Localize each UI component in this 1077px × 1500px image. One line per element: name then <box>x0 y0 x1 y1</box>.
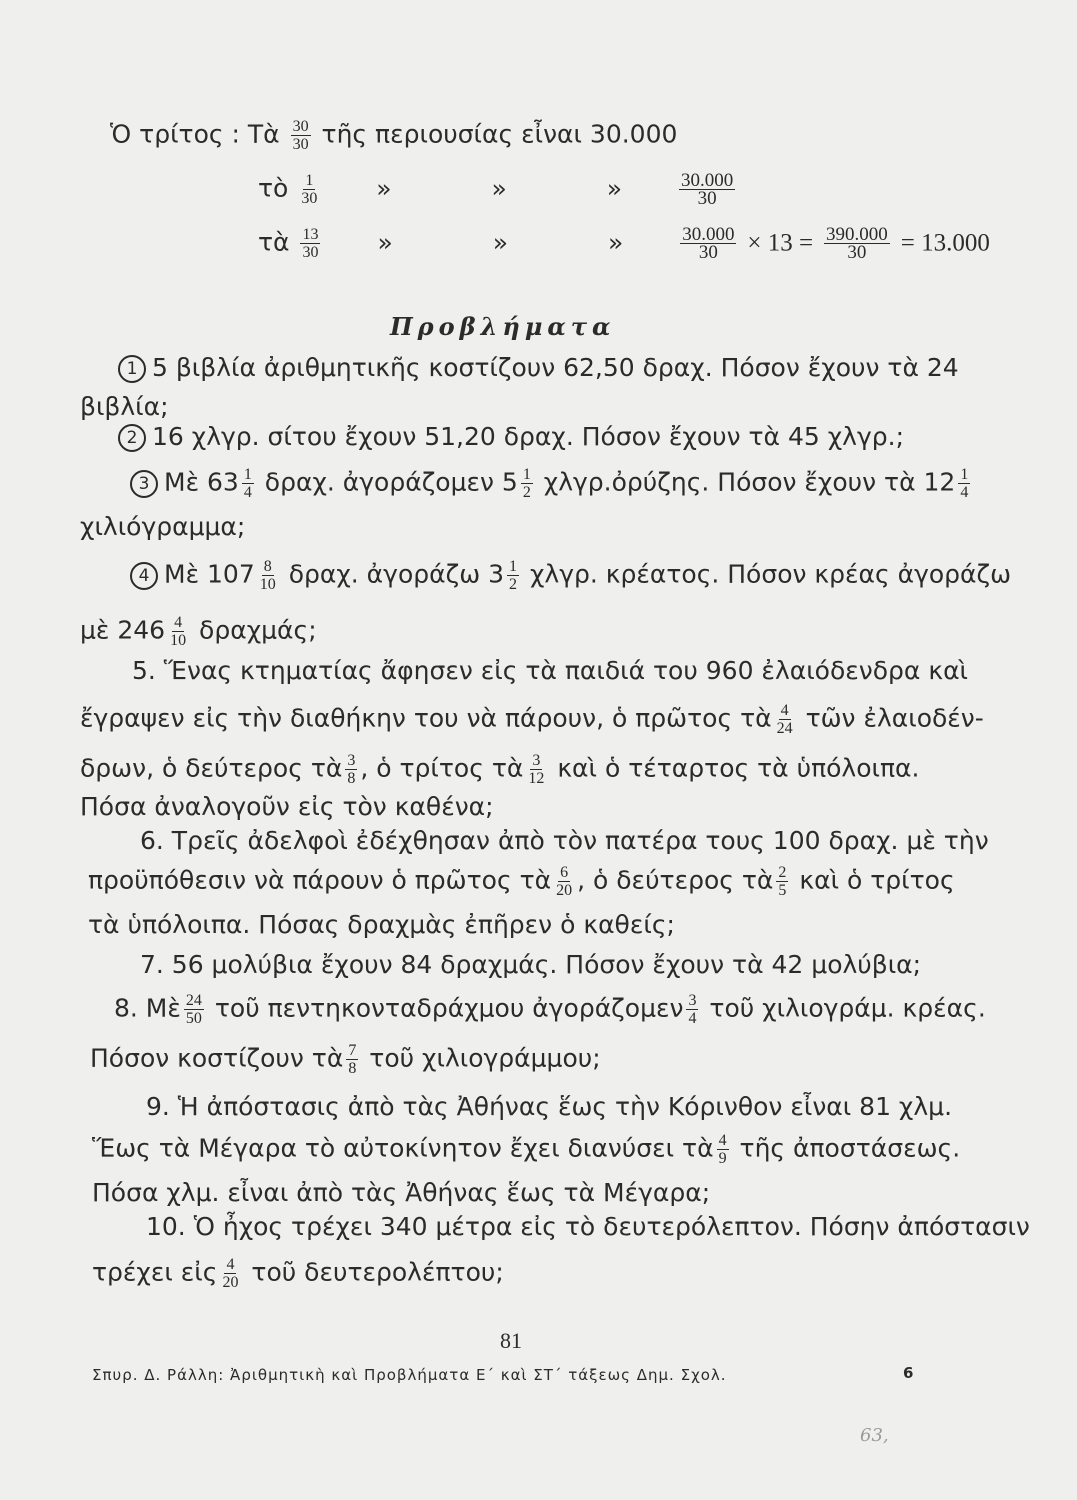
fraction: $\frac{3}{8}$ <box>347 752 356 787</box>
fraction: $\frac{3}{12}$ <box>528 752 545 787</box>
fraction: $\frac{1}{2}$ <box>509 558 517 593</box>
calc-row-3: τὰ $\frac{13}{30}$ » » » $\frac{30.000}{30}$ × 13 = $\frac{390.000}{30}$ = 13.000 <box>258 224 990 263</box>
problem-5-line-2: ἔγραψεν εἰς τὴν διαθήκην του νὰ πάρουν, ὁ πρῶτος τὰ $\frac{4}{24}$ τῶν ἐλαιοδέν- <box>80 702 984 737</box>
problem-5-line-3: δρων, ὁ δεύτερος τὰ $\frac{3}{8}$ , ὁ τρίτος τὰ $\frac{3}{12}$ καὶ ὁ τέταρτος τὰ ὑπόλοιπα. <box>80 752 920 787</box>
problem-2-line-1: 2 16 χλγρ. σίτου ἔχουν 51,20 δραχ. Πόσον ἔχουν τὰ 45 χλγρ.; <box>118 422 904 452</box>
footer-citation: Σπυρ. Δ. Ράλλη: Ἀριθμητικὴ καὶ Προβλήματα Ε΄ καὶ ΣΤ΄ τάξεως Δημ. Σχολ. <box>92 1366 727 1384</box>
section-heading: Προβλήματα <box>390 312 616 341</box>
fraction: $\frac{1}{4}$ <box>960 466 969 501</box>
problem-6-line-3: τὰ ὑπόλοιπα. Πόσας δραχμὰς ἐπῆρεν ὁ καθείς; <box>88 910 675 939</box>
fraction: $\frac{6}{20}$ <box>556 864 573 899</box>
problem-1-line-2: βιβλία; <box>80 392 169 421</box>
fraction: $\frac{1}{30}$ <box>301 172 318 207</box>
problem-9-line-1: 9. Ἡ ἀπόστασις ἀπὸ τὰς Ἀθήνας ἕως τὴν Κόρινθον εἶναι 81 χλμ. <box>146 1092 953 1121</box>
fraction: $\frac{4}{24}$ <box>776 702 793 737</box>
problem-10-line-1: 10. Ὁ ἦχος τρέχει 340 μέτρα εἰς τὸ δευτερόλεπτον. Πόσην ἀπόστασιν <box>146 1212 1030 1241</box>
problem-3-line-2: χιλιόγραμμα; <box>80 512 246 541</box>
fraction: $\frac{390.000}{30}$ <box>826 224 888 263</box>
fraction: $\frac{3}{4}$ <box>688 992 697 1027</box>
fraction: $\frac{1}{4}$ <box>243 466 252 501</box>
problem-6-line-1: 6. Τρεῖς ἀδελφοὶ ἐδέχθησαν ἀπὸ τὸν πατέρα τους 100 δραχ. μὲ τὴν <box>140 826 989 855</box>
problem-number-circle: 3 <box>130 470 158 498</box>
calc-row-1: Ὁ τρίτος : Τὰ $\frac{30}{30}$ τῆς περιουσίας εἶναι 30.000 <box>110 118 678 153</box>
problem-3-line-1: 3 Μὲ 63 $\frac{1}{4}$ δραχ. ἀγοράζομεν 5 $\frac{1}{2}$ χλγρ.ὀρύζης. Πόσον ἔχουν τὰ 12 $\frac{1}{4}$ <box>130 466 973 501</box>
problem-7-line-1: 7. 56 μολύβια ἔχουν 84 δραχμάς. Πόσον ἔχουν τὰ 42 μολύβια; <box>140 950 922 979</box>
problem-9-line-2: Ἕως τὰ Μέγαρα τὸ αὐτοκίνητον ἔχει διανύσει τὰ $\frac{4}{9}$ τῆς ἀποστάσεως. <box>92 1132 961 1167</box>
problem-10-line-2: τρέχει εἰς $\frac{4}{20}$ τοῦ δευτερολέπτου; <box>92 1256 504 1291</box>
page-number: 81 <box>500 1328 522 1353</box>
fraction: $\frac{30}{30}$ <box>292 118 309 153</box>
fraction: $\frac{30.000}{30}$ <box>681 170 734 209</box>
fraction: $\frac{7}{8}$ <box>348 1042 357 1077</box>
fraction: $\frac{4}{9}$ <box>718 1132 727 1167</box>
fraction: $\frac{4}{10}$ <box>170 614 187 649</box>
fraction: $\frac{2}{5}$ <box>778 864 787 899</box>
problem-9-line-3: Πόσα χλμ. εἶναι ἀπὸ τὰς Ἀθήνας ἕως τὰ Μέγαρα; <box>92 1178 711 1207</box>
fraction: $\frac{30.000}{30}$ <box>682 224 735 263</box>
problem-number-circle: 1 <box>118 355 146 383</box>
calc-row-2: τὸ $\frac{1}{30}$ » » » $\frac{30.000}{30}$ <box>258 170 734 209</box>
handwritten-margin-note: 63, <box>860 1425 889 1446</box>
problem-5-line-4: Πόσα ἀναλογοῦν εἰς τὸν καθένα; <box>80 792 494 821</box>
fraction: $\frac{8}{10}$ <box>259 558 276 593</box>
problem-4-line-1: 4 Μὲ 107 $\frac{8}{10}$ δραχ. ἀγοράζω 3 $\frac{1}{2}$ χλγρ. κρέατος. Πόσον κρέας ἀγοράζω <box>130 558 1011 593</box>
problem-1-line-1: 1 5 βιβλία ἀριθμητικῆς κοστίζουν 62,50 δραχ. Πόσον ἔχουν τὰ 24 <box>118 353 959 383</box>
fraction: $\frac{24}{50}$ <box>185 992 202 1027</box>
problem-number-circle: 2 <box>118 424 146 452</box>
problem-8-line-1: 8. Μὲ $\frac{24}{50}$ τοῦ πεντηκονταδράχμου ἀγοράζομεν $\frac{3}{4}$ τοῦ χιλιογράμ. κρέας. <box>114 992 986 1027</box>
problem-5-line-1: 5. Ἕνας κτηματίας ἄφησεν εἰς τὰ παιδιά του 960 ἐλαιόδενδρα καὶ <box>132 656 969 685</box>
problem-4-line-2: μὲ 246 $\frac{4}{10}$ δραχμάς; <box>80 614 317 649</box>
fraction: $\frac{13}{30}$ <box>302 226 319 261</box>
problem-number-circle: 4 <box>130 562 158 590</box>
problem-6-line-2: προϋπόθεσιν νὰ πάρουν ὁ πρῶτος τὰ $\frac{6}{20}$ , ὁ δεύτερος τὰ $\frac{2}{5}$ καὶ ὁ τρίτος <box>88 864 955 899</box>
footer-sheet-number: 6 <box>903 1364 914 1382</box>
fraction: $\frac{4}{20}$ <box>222 1256 239 1291</box>
fraction: $\frac{1}{2}$ <box>522 466 531 501</box>
problem-8-line-2: Πόσον κοστίζουν τὰ $\frac{7}{8}$ τοῦ χιλιογράμμου; <box>90 1042 601 1077</box>
